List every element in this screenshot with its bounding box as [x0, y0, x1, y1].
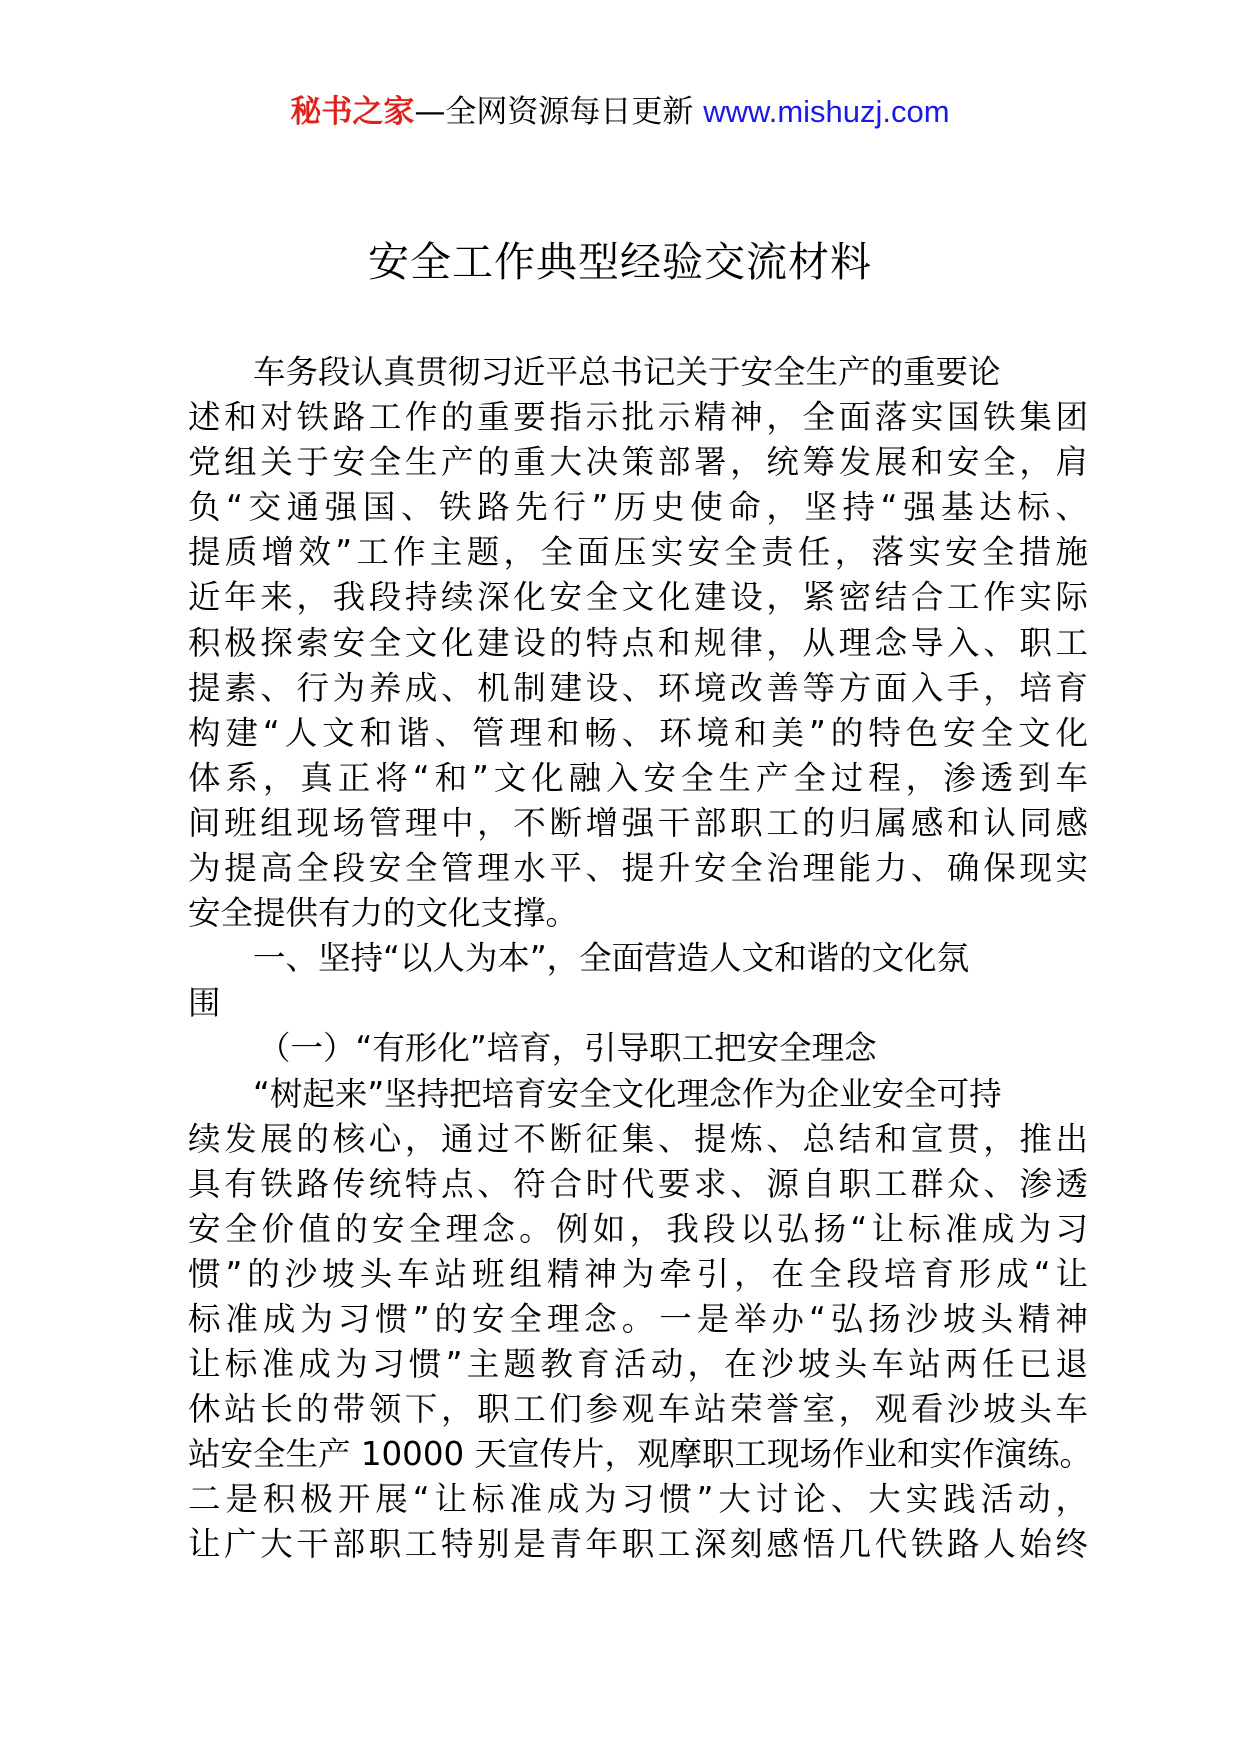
paragraph-line: 提质增效”工作主题，全面压实安全责任，落实安全措施	[188, 533, 1088, 572]
paragraph-line: 党组关于安全生产的重大决策部署，统筹发展和安全，肩	[188, 443, 1088, 482]
brand-name: 秘书之家	[290, 94, 415, 130]
paragraph-line: 负“交通强国、铁路先行”历史使命，坚持“强基达标、	[188, 488, 1088, 527]
paragraph-line: 述和对铁路工作的重要指示批示精神，全面落实国铁集团	[188, 398, 1088, 437]
paragraph-line: 安全提供有力的文化支撑。	[188, 894, 579, 933]
header-tagline: —全网资源每日更新	[414, 94, 704, 130]
site-header	[0, 92, 1240, 132]
paragraph-line: 车务段认真贯彻习近平总书记关于安全生产的重要论	[253, 353, 1001, 391]
paragraph-line: 体系，真正将“和”文化融入安全生产全过程，渗透到车	[188, 758, 1088, 797]
paragraph-line: 安全价值的安全理念。例如，我段以弘扬“让标准成为习	[188, 1209, 1088, 1248]
paragraph-line: 具有铁路传统特点、符合时代要求、源自职工群众、渗透	[188, 1164, 1088, 1203]
paragraph-line: 站安全生产 10000 天宣传片，观摩职工现场作业和实作演练。	[188, 1435, 1093, 1474]
paragraph-line: 让广大干部职工特别是青年职工深刻感悟几代铁路人始终	[188, 1525, 1088, 1564]
paragraph-line: 提素、行为养成、机制建设、环境改善等方面入手，培育	[188, 668, 1088, 707]
paragraph-line: 惯”的沙坡头车站班组精神为牵引，在全段培育形成“让	[188, 1254, 1088, 1293]
site-url-link[interactable]: www.mishuzj.com	[703, 94, 950, 129]
paragraph-line: 休站长的带领下，职工们参观车站荣誉室，观看沙坡头车	[188, 1390, 1088, 1429]
paragraph-line: 让标准成为习惯”主题教育活动，在沙坡头车站两任已退	[188, 1345, 1088, 1384]
paragraph-line: 间班组现场管理中，不断增强干部职工的归属感和认同感	[188, 803, 1088, 842]
document-title: 安全工作典型经验交流材料	[368, 238, 872, 286]
subsection-heading: （一）“有形化”培育，引导职工把安全理念	[258, 1029, 877, 1068]
paragraph-line: 续发展的核心，通过不断征集、提炼、总结和宣贯，推出	[188, 1119, 1088, 1158]
paragraph-line: “树起来”坚持把培育安全文化理念作为企业安全可持	[253, 1074, 1002, 1113]
section-heading-continued: 围	[188, 984, 221, 1023]
paragraph-line: 积极探索安全文化建设的特点和规律，从理念导入、职工	[188, 623, 1088, 662]
paragraph-line: 近年来，我段持续深化安全文化建设，紧密结合工作实际	[188, 578, 1088, 617]
paragraph-line: 标准成为习惯”的安全理念。一是举办“弘扬沙坡头精神	[188, 1299, 1088, 1338]
paragraph-line: 二是积极开展“让标准成为习惯”大讨论、大实践活动，	[188, 1480, 1088, 1519]
document-body	[188, 350, 1093, 1568]
paragraph-line: 为提高全段安全管理水平、提升安全治理能力、确保现实	[188, 849, 1088, 888]
paragraph-line: 构建“人文和谐、管理和畅、环境和美”的特色安全文化	[188, 713, 1088, 752]
section-heading: 一、坚持“以人为本”，全面营造人文和谐的文化氛	[253, 939, 970, 978]
